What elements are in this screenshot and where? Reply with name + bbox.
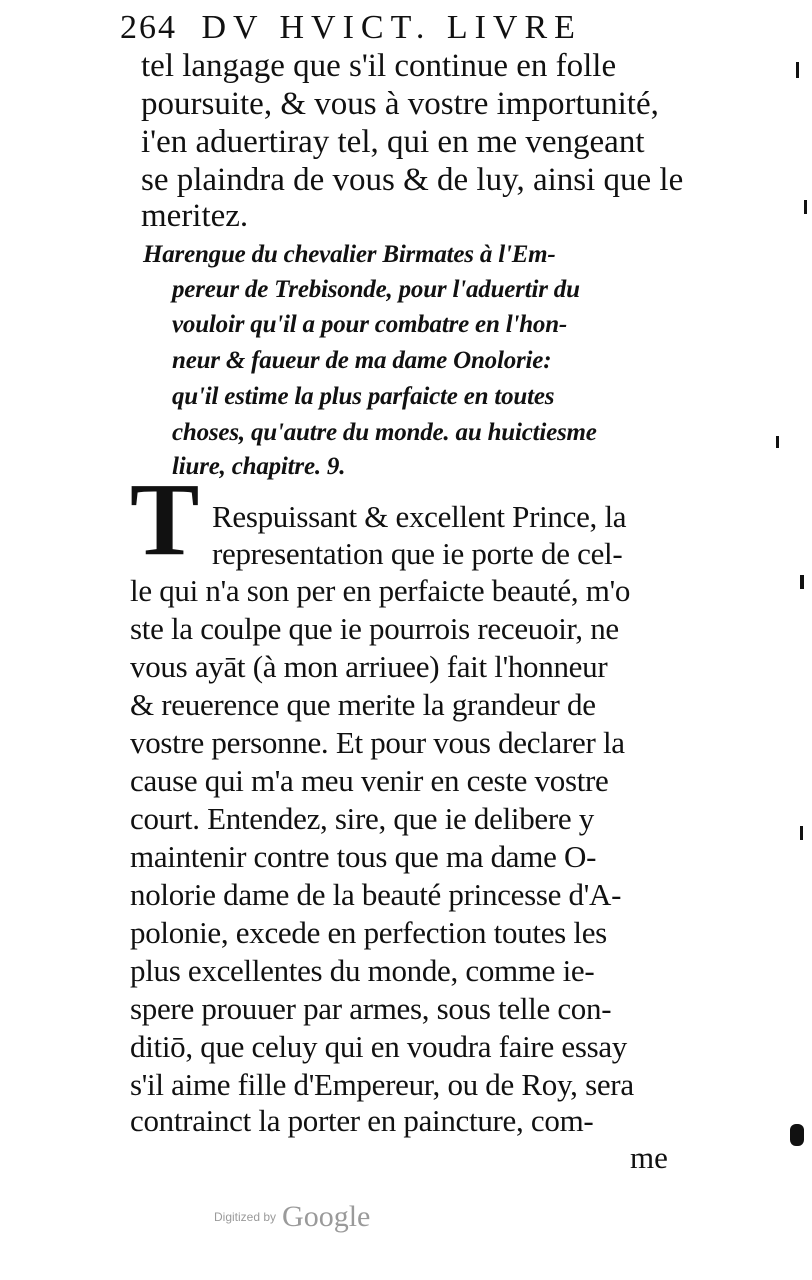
summary-line: pereur de Trebisonde, pour l'aduertir du: [172, 276, 580, 303]
edge-mark: [796, 62, 799, 78]
body-line: ste la coulpe que ie pourrois receuoir, ne: [130, 611, 619, 646]
edge-mark: [800, 575, 804, 589]
text-line: poursuite, & vous à vostre importunité,: [141, 86, 659, 122]
summary-line: neur & faueur de ma dame Onolorie:: [172, 347, 552, 374]
text-line: tel langage que s'il continue en folle: [141, 48, 617, 84]
drop-cap-initial: T: [130, 462, 200, 577]
body-line: & reuerence que merite la grandeur de: [130, 687, 596, 722]
body-line: le qui n'a son per en perfaicte beauté, m'o: [130, 573, 631, 608]
digitization-watermark: [214, 1200, 370, 1246]
body-line: Respuissant & excellent Prince, la: [212, 499, 627, 534]
body-line: court. Entendez, sire, que ie delibere y: [130, 801, 594, 836]
edge-mark: [800, 826, 803, 840]
page-number: 264: [120, 9, 177, 46]
running-head: [120, 6, 640, 50]
body-line: contrainct la porter en paincture, com-: [130, 1103, 594, 1138]
edge-mark: [790, 1124, 804, 1146]
running-title: DV HVICT. LIVRE: [201, 9, 582, 46]
edge-mark: [804, 200, 807, 214]
catchword: me: [630, 1140, 668, 1175]
text-line: meritez.: [141, 198, 249, 234]
body-line: ditiō, que celuy qui en voudra faire essay: [130, 1029, 628, 1064]
body-line: cause qui m'a meu venir en ceste vostre: [130, 763, 609, 798]
text-line: se plaindra de vous & de luy, ainsi que le: [141, 162, 684, 198]
watermark-brand: Google: [282, 1200, 371, 1233]
body-line: maintenir contre tous que ma dame O-: [130, 839, 597, 874]
watermark-caption: Digitized by: [214, 1210, 277, 1224]
body-line: vostre personne. Et pour vous declarer la: [130, 725, 625, 760]
body-line: s'il aime fille d'Empereur, ou de Roy, sera: [130, 1067, 634, 1102]
body-line: spere prouuer par armes, sous telle con-: [130, 991, 612, 1026]
summary-line: liure, chapitre. 9.: [172, 453, 346, 480]
body-line: nolorie dame de la beauté princesse d'A-: [130, 877, 622, 912]
summary-line: choses, qu'autre du monde. au huictiesme: [172, 419, 597, 446]
edge-mark: [776, 436, 779, 448]
summary-line: vouloir qu'il a pour combatre en l'hon-: [172, 311, 568, 338]
summary-line: Harengue du chevalier Birmates à l'Em-: [143, 241, 556, 268]
body-line: polonie, excede en perfection toutes les: [130, 915, 607, 950]
body-line: plus excellentes du monde, comme ie-: [130, 953, 595, 988]
body-line: vous ayāt (à mon arriuee) fait l'honneur: [130, 649, 608, 684]
body-line: representation que ie porte de cel-: [212, 536, 623, 571]
text-line: i'en aduertiray tel, qui en me vengeant: [141, 124, 645, 160]
summary-line: qu'il estime la plus parfaicte en toutes: [172, 383, 555, 410]
